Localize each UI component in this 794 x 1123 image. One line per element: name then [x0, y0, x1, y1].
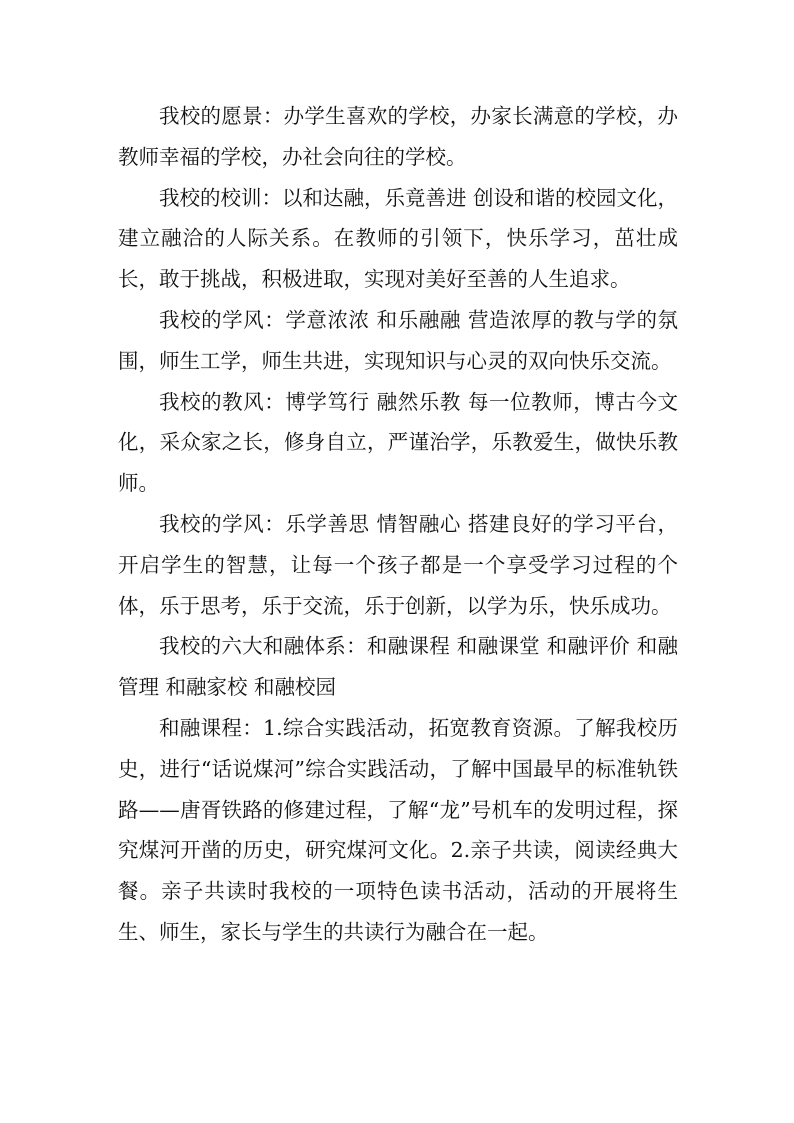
paragraph-curriculum: 和融课程：1.综合实践活动，拓宽教育资源。了解我校历史，进行“话说煤河”综合实践活动，了解中国最早的标准轨铁路——唐胥铁路的修建过程，了解“龙”号机车的发明过程，探究煤河开凿的历史，研究煤河文化。2.亲子共读，阅读经典大餐。亲子共读时我校的一项特色读书活动，活动的开展将生生、师生，家长与学生的共读行为融合在一起。 — [118, 715, 678, 944]
paragraph-teaching-style: 我校的教风：博学笃行 融然乐教 每一位教师，博古今文化，采众家之长，修身自立，严谨治学，乐教爱生，做快乐教师。 — [118, 389, 678, 496]
paragraph-study-style: 我校的学风：乐学善思 情智融心 搭建良好的学习平台，开启学生的智慧，让每一个孩子都是一个享受学习过程的个体，乐于思考，乐于交流，乐于创新，以学为乐，快乐成功。 — [118, 511, 678, 618]
paragraph-six-systems: 我校的六大和融体系：和融课程 和融课堂 和融评价 和融管理 和融家校 和融校园 — [118, 634, 678, 700]
paragraph-school-spirit: 我校的学风：学意浓浓 和乐融融 营造浓厚的教与学的氛围，师生工学，师生共进，实现知识与心灵的双向快乐交流。 — [118, 307, 678, 373]
paragraph-motto: 我校的校训：以和达融，乐竟善进 创设和谐的校园文化，建立融洽的人际关系。在教师的引领下，快乐学习，茁壮成长，敢于挑战，积极进取，实现对美好至善的人生追求。 — [118, 185, 679, 292]
paragraph-vision: 我校的愿景：办学生喜欢的学校，办家长满意的学校，办教师幸福的学校，办社会向往的学校。 — [118, 104, 678, 169]
document-body — [118, 96, 678, 953]
